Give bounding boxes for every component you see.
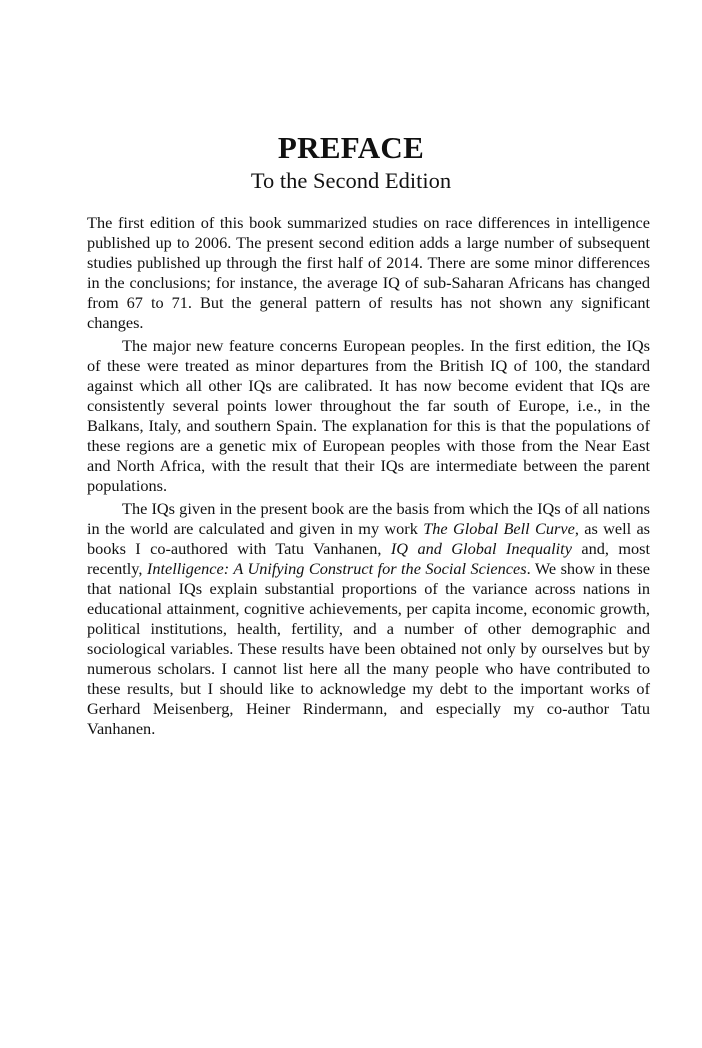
paragraph-3	[87, 499, 650, 739]
book-title-iq-global-inequality: IQ and Global Inequality	[390, 539, 572, 558]
book-title-intelligence: Intelligence: A Unifying Construct for the Social Sciences	[146, 559, 527, 578]
page-subtitle: To the Second Edition	[250, 168, 452, 193]
paragraph-3-text-2: , as well as books I co-authored with Tatu Vanhanen,	[87, 519, 651, 558]
paragraph-2: The major new feature concerns European peoples. In the first edition, the IQs of these were treated as minor departures from the British IQ of 100, the standard against which all other IQs are calibrated. It has now become evident that IQs are consistently several points lower throughout the far south of Europe, i.e., in the Balkans, Italy, and southern Spain. The explanation for this is that the populations of these regions are a genetic mix of European peoples with those from the Near East and North Africa, with the result that their IQs are intermediate between the parent populations.	[87, 336, 650, 495]
paragraph-3-text-1: The IQs given in the present book are the basis from which the IQs of all nations in the world are calculated and given in my work	[87, 499, 650, 538]
book-title-global-bell-curve: The Global Bell Curve	[423, 519, 575, 538]
paragraph-3-text-3: and, most recently,	[87, 539, 651, 578]
paragraph-3-text-4: . We show in these that national IQs explain substantial proportions of the variance across nations in educational attainment, cognitive achievements, per capita income, economic growth, political institutions, health, fertility, and a number of other demographic and sociological variables. These results have been obtained not only by ourselves but by numerous scholars. I cannot list here all the many people who have contributed to these results, but I should like to acknowledge my debt to the important works of Gerhard Meisenberg, Heiner Rindermann, and especially my co-author Tatu Vanhanen.	[87, 559, 650, 738]
page-title: PREFACE	[277, 130, 425, 165]
preface-heading	[0, 128, 702, 195]
preface-body	[87, 213, 650, 742]
paragraph-1: The first edition of this book summarized studies on race differences in intelligence published up to 2006. The present second edition adds a large number of subsequent studies published up through the first half of 2014. There are some minor differences in the conclusions; for instance, the average IQ of sub-Saharan Africans has changed from 67 to 71. But the general pattern of results has not shown any significant changes.	[87, 213, 650, 332]
